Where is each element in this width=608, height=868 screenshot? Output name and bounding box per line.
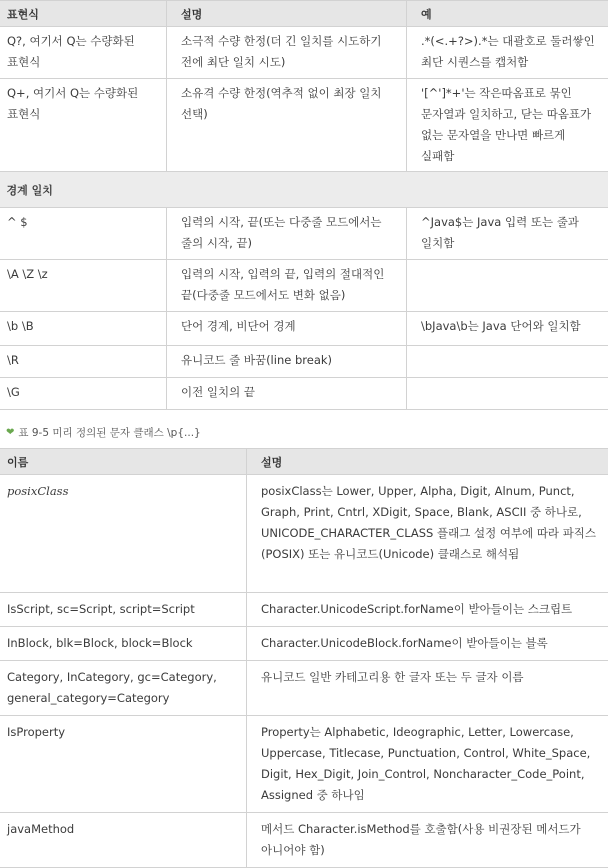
heart-icon: ❤ xyxy=(6,426,14,440)
header-description: 설명 xyxy=(167,1,407,27)
table-row xyxy=(0,312,608,346)
boundary-table xyxy=(0,0,608,410)
table-row xyxy=(0,79,608,172)
cell-expression: \R xyxy=(0,346,167,378)
cell-example: ^Java$는 Java 입력 또는 줄과 일치함 xyxy=(407,208,608,260)
header-description: 설명 xyxy=(247,449,608,475)
cell-description: 유니코드 일반 카테고리용 한 글자 또는 두 글자 이름 xyxy=(247,661,608,716)
cell-description: 유니코드 줄 바꿈(line break) xyxy=(167,346,407,378)
cell-description: 메서드 Character.isMethod를 호출함(사용 비권장된 메서드가 아니어야 함) xyxy=(247,813,608,868)
cell-description: posixClass는 Lower, Upper, Alpha, Digit, Alnum, Punct, Graph, Print, Cntrl, XDigit, Space, Blank, ASCII 중 하나로, UNICODE_CHARACTER_CLASS 플래그 설정 여부에 따라 파직스(POSIX) 또는 유니코드(Unicode) 클래스로 해석됨 xyxy=(247,475,608,593)
cell-description: 이전 일치의 끝 xyxy=(167,378,407,410)
cell-name: IsProperty xyxy=(0,716,247,813)
cell-expression: \G xyxy=(0,378,167,410)
cell-description: Character.UnicodeScript.forName이 받아들이는 스크립트 xyxy=(247,593,608,627)
table-row xyxy=(0,208,608,260)
cell-expression: Q+, 여기서 Q는 수량화된 표현식 xyxy=(0,79,167,172)
cell-example xyxy=(407,378,608,410)
header-example: 예 xyxy=(407,1,608,27)
cell-description: 소유격 수량 한정(역추적 없이 최장 일치 선택) xyxy=(167,79,407,172)
cell-description: 입력의 시작, 끝(또는 다중줄 모드에서는 줄의 시작, 끝) xyxy=(167,208,407,260)
cell-example xyxy=(407,260,608,312)
cell-example: .*(<.+?>).*는 대괄호로 둘러쌓인 최단 시퀀스를 캡처함 xyxy=(407,27,608,79)
table-caption xyxy=(6,426,201,440)
header-name: 이름 xyxy=(0,449,247,475)
cell-example xyxy=(407,346,608,378)
cell-expression: ^ $ xyxy=(0,208,167,260)
cell-example: \bJava\b는 Java 단어와 일치함 xyxy=(407,312,608,346)
cell-description: Character.UnicodeBlock.forName이 받아들이는 블록 xyxy=(247,627,608,661)
cell-name: Category, InCategory, gc=Category, general_category=Category xyxy=(0,661,247,716)
cell-name: posixClass xyxy=(0,475,247,593)
cell-name: IsScript, sc=Script, script=Script xyxy=(0,593,247,627)
section-row xyxy=(0,172,608,208)
table-row xyxy=(0,475,608,593)
caption-text: 표 9-5 미리 정의된 문자 클래스 \p{...} xyxy=(18,426,200,440)
cell-description: Property는 Alphabetic, Ideographic, Letter, Lowercase, Uppercase, Titlecase, Punctuation, Control, White_Space, Digit, Hex_Digit, Join_Control, Noncharacter_Code_Point, Assigned 중 하나임 xyxy=(247,716,608,813)
header-expression: 표현식 xyxy=(0,1,167,27)
cell-expression: \A \Z \z xyxy=(0,260,167,312)
table-row xyxy=(0,627,608,661)
table-row xyxy=(0,716,608,813)
table-row xyxy=(0,378,608,410)
table-row xyxy=(0,27,608,79)
section-title: 경계 일치 xyxy=(0,172,608,208)
cell-description: 입력의 시작, 입력의 끝, 입력의 절대적인 끝(다중줄 모드에서도 변화 없음) xyxy=(167,260,407,312)
cell-name: javaMethod xyxy=(0,813,247,868)
table-row xyxy=(0,593,608,627)
cell-name: InBlock, blk=Block, block=Block xyxy=(0,627,247,661)
character-class-table xyxy=(0,448,608,868)
table-row xyxy=(0,346,608,378)
cell-expression: \b \B xyxy=(0,312,167,346)
cell-example: '[^']*+'는 작은따옴표로 묶인 문자열과 일치하고, 닫는 따옴표가 없는 문자열을 만나면 빠르게 실패함 xyxy=(407,79,608,172)
table-row xyxy=(0,813,608,868)
cell-expression: Q?, 여기서 Q는 수량화된 표현식 xyxy=(0,27,167,79)
table-row xyxy=(0,260,608,312)
table-row xyxy=(0,661,608,716)
cell-description: 단어 경계, 비단어 경계 xyxy=(167,312,407,346)
cell-description: 소극적 수량 한정(더 긴 일치를 시도하기 전에 최단 일치 시도) xyxy=(167,27,407,79)
